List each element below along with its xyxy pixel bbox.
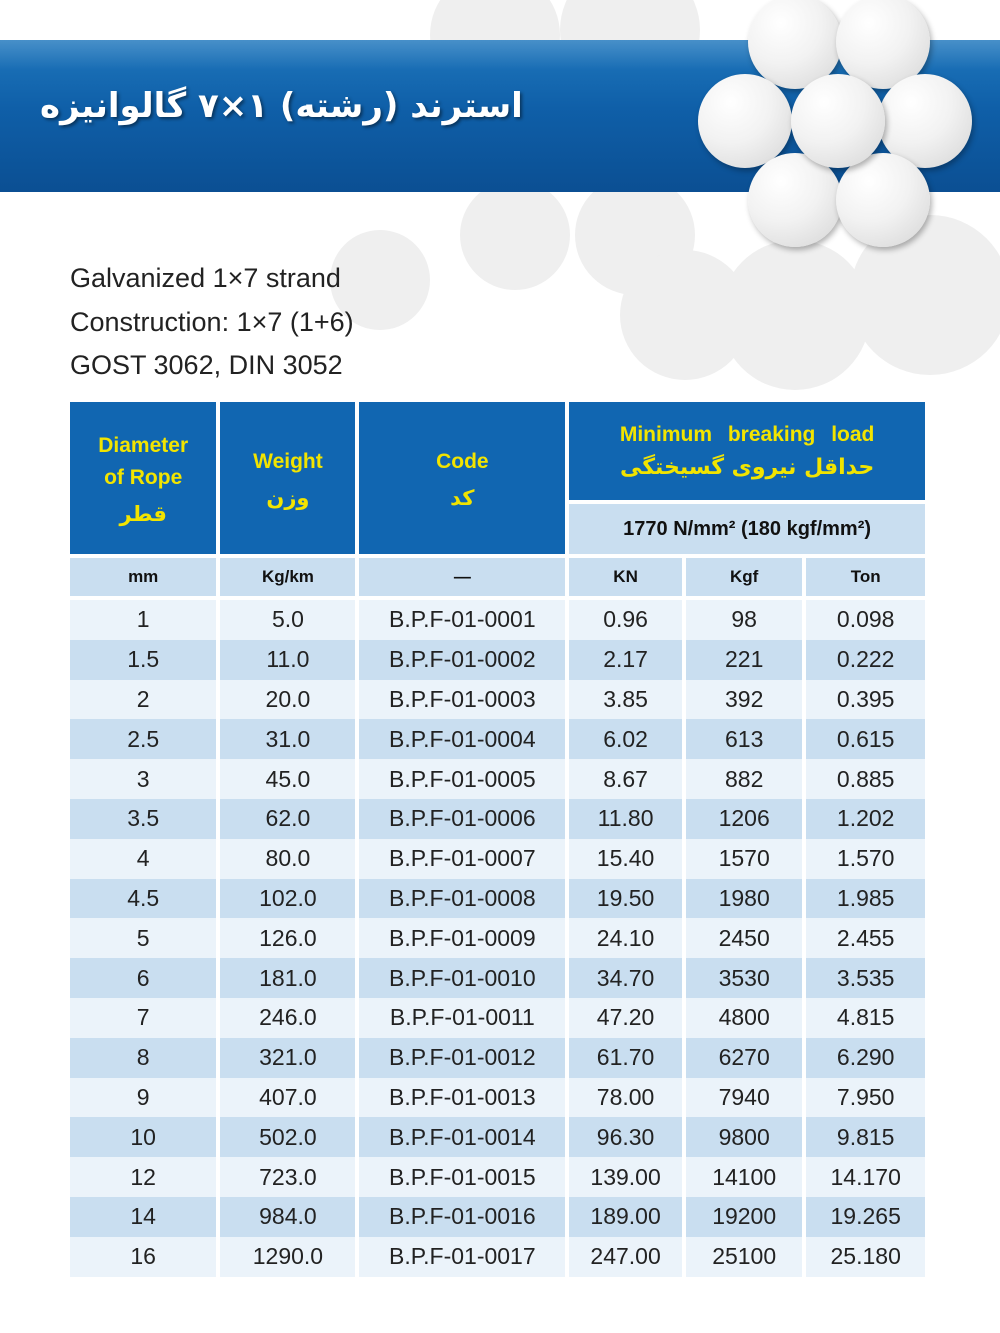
cell-code: B.P.F-01-0010: [359, 958, 565, 998]
cell-ton: 0.222: [806, 640, 925, 680]
cell-kn: 19.50: [569, 879, 682, 919]
table-row: [70, 879, 925, 919]
cell-kn: 61.70: [569, 1038, 682, 1078]
cell-kn: 96.30: [569, 1117, 682, 1157]
cell-code: B.P.F-01-0011: [359, 998, 565, 1038]
unit-diameter: mm: [70, 554, 216, 600]
cell-ton: 2.455: [806, 918, 925, 958]
cell-diameter: 3.5: [70, 799, 216, 839]
cell-kgf: 1206: [686, 799, 802, 839]
header-code: [359, 402, 565, 554]
cell-kn: 8.67: [569, 759, 682, 799]
cell-weight: 62.0: [220, 799, 355, 839]
table-row: [70, 998, 925, 1038]
background-circle: [460, 180, 570, 290]
header-diameter: [70, 402, 216, 554]
cell-kn: 189.00: [569, 1197, 682, 1237]
table-row: [70, 958, 925, 998]
header-weight-en: Weight: [253, 450, 323, 473]
cell-code: B.P.F-01-0014: [359, 1117, 565, 1157]
cell-diameter: 3: [70, 759, 216, 799]
cell-kn: 139.00: [569, 1157, 682, 1197]
construction-spec: Construction: 1×7 (1+6): [70, 307, 354, 337]
header-code-fa: کد: [450, 486, 475, 510]
cell-ton: 1.570: [806, 839, 925, 879]
page-title: استرند (رشته) ۱×۷ گالوانیزه: [40, 86, 523, 126]
cell-ton: 0.098: [806, 600, 925, 640]
cell-weight: 20.0: [220, 680, 355, 720]
cell-weight: 126.0: [220, 918, 355, 958]
cell-kgf: 882: [686, 759, 802, 799]
cell-kgf: 7940: [686, 1078, 802, 1118]
cell-kn: 47.20: [569, 998, 682, 1038]
cell-diameter: 6: [70, 958, 216, 998]
unit-kn: KN: [569, 554, 682, 600]
cell-kn: 11.80: [569, 799, 682, 839]
cell-ton: 25.180: [806, 1237, 925, 1277]
cell-ton: 9.815: [806, 1117, 925, 1157]
cell-kgf: 613: [686, 719, 802, 759]
cell-diameter: 1.5: [70, 640, 216, 680]
cell-code: B.P.F-01-0007: [359, 839, 565, 879]
cell-weight: 31.0: [220, 719, 355, 759]
header-weight-fa: وزن: [266, 486, 310, 510]
cell-kgf: 19200: [686, 1197, 802, 1237]
header-diameter-en-2: of Rope: [104, 466, 183, 489]
cell-code: B.P.F-01-0016: [359, 1197, 565, 1237]
cell-code: B.P.F-01-0017: [359, 1237, 565, 1277]
table-row: [70, 839, 925, 879]
cell-ton: 0.395: [806, 680, 925, 720]
cell-code: B.P.F-01-0006: [359, 799, 565, 839]
cell-ton: 0.885: [806, 759, 925, 799]
cell-diameter: 9: [70, 1078, 216, 1118]
cell-diameter: 10: [70, 1117, 216, 1157]
table-row: [70, 680, 925, 720]
header-min-breaking-load: [569, 402, 925, 500]
cell-kn: 15.40: [569, 839, 682, 879]
cell-diameter: 2: [70, 680, 216, 720]
cell-weight: 723.0: [220, 1157, 355, 1197]
cell-code: B.P.F-01-0009: [359, 918, 565, 958]
table-row: [70, 918, 925, 958]
header-diameter-fa: قطر: [119, 502, 167, 526]
header-mbl-fa: حداقل نیروی گسیختگی: [619, 454, 875, 480]
cell-weight: 984.0: [220, 1197, 355, 1237]
cell-ton: 3.535: [806, 958, 925, 998]
cell-code: B.P.F-01-0002: [359, 640, 565, 680]
cell-kn: 34.70: [569, 958, 682, 998]
cell-diameter: 1: [70, 600, 216, 640]
cell-kgf: 14100: [686, 1157, 802, 1197]
header-steel-grade: 1770 N/mm² (180 kgf/mm²): [569, 500, 925, 554]
cell-diameter: 2.5: [70, 719, 216, 759]
background-circle: [720, 240, 870, 390]
cell-ton: 1.202: [806, 799, 925, 839]
cell-weight: 102.0: [220, 879, 355, 919]
units-row: [70, 554, 925, 600]
table-row: [70, 1237, 925, 1277]
table-body: [70, 600, 925, 1277]
cell-weight: 11.0: [220, 640, 355, 680]
table-row: [70, 759, 925, 799]
cell-diameter: 4.5: [70, 879, 216, 919]
cell-code: B.P.F-01-0005: [359, 759, 565, 799]
strand-center-wire: [791, 74, 885, 168]
cell-kgf: 9800: [686, 1117, 802, 1157]
cell-code: B.P.F-01-0008: [359, 879, 565, 919]
cell-ton: 6.290: [806, 1038, 925, 1078]
table-row: [70, 1197, 925, 1237]
cell-weight: 181.0: [220, 958, 355, 998]
header-mbl-en: Minimum breaking load: [619, 422, 875, 446]
cell-diameter: 14: [70, 1197, 216, 1237]
cell-ton: 0.615: [806, 719, 925, 759]
unit-kgf: Kgf: [686, 554, 802, 600]
unit-code: —: [359, 554, 565, 600]
cell-ton: 14.170: [806, 1157, 925, 1197]
cell-kgf: 392: [686, 680, 802, 720]
table-row: [70, 719, 925, 759]
cell-kgf: 221: [686, 640, 802, 680]
table-row: [70, 640, 925, 680]
cell-kgf: 1570: [686, 839, 802, 879]
cell-code: B.P.F-01-0003: [359, 680, 565, 720]
cell-kn: 6.02: [569, 719, 682, 759]
cell-code: B.P.F-01-0012: [359, 1038, 565, 1078]
cell-diameter: 12: [70, 1157, 216, 1197]
cell-ton: 1.985: [806, 879, 925, 919]
header-weight: [220, 402, 355, 554]
cell-kn: 2.17: [569, 640, 682, 680]
table-row: [70, 600, 925, 640]
table-row: [70, 1078, 925, 1118]
cell-code: B.P.F-01-0015: [359, 1157, 565, 1197]
strand-wire: [836, 153, 930, 247]
cell-weight: 502.0: [220, 1117, 355, 1157]
cell-weight: 407.0: [220, 1078, 355, 1118]
header-code-en: Code: [436, 450, 489, 473]
cell-kgf: 98: [686, 600, 802, 640]
cell-kgf: 4800: [686, 998, 802, 1038]
cell-weight: 246.0: [220, 998, 355, 1038]
unit-ton: Ton: [806, 554, 925, 600]
cell-kn: 0.96: [569, 600, 682, 640]
cell-weight: 5.0: [220, 600, 355, 640]
cell-diameter: 7: [70, 998, 216, 1038]
table-row: [70, 799, 925, 839]
cell-weight: 80.0: [220, 839, 355, 879]
table-row: [70, 1157, 925, 1197]
cell-ton: 7.950: [806, 1078, 925, 1118]
cell-kn: 78.00: [569, 1078, 682, 1118]
cell-code: B.P.F-01-0004: [359, 719, 565, 759]
unit-weight: Kg/km: [220, 554, 355, 600]
table-row: [70, 1117, 925, 1157]
standards-spec: GOST 3062, DIN 3052: [70, 350, 343, 380]
cell-kn: 247.00: [569, 1237, 682, 1277]
specification-table: [66, 402, 929, 1277]
cell-kn: 3.85: [569, 680, 682, 720]
table-row: [70, 1038, 925, 1078]
cell-kgf: 3530: [686, 958, 802, 998]
cell-kgf: 6270: [686, 1038, 802, 1078]
cell-diameter: 5: [70, 918, 216, 958]
cell-diameter: 16: [70, 1237, 216, 1277]
cell-weight: 321.0: [220, 1038, 355, 1078]
cell-ton: 19.265: [806, 1197, 925, 1237]
cell-kgf: 2450: [686, 918, 802, 958]
cell-code: B.P.F-01-0013: [359, 1078, 565, 1118]
cell-code: B.P.F-01-0001: [359, 600, 565, 640]
header-diameter-en-1: Diameter: [98, 434, 189, 457]
strand-wire: [698, 74, 792, 168]
cell-diameter: 8: [70, 1038, 216, 1078]
cell-weight: 45.0: [220, 759, 355, 799]
cell-kn: 24.10: [569, 918, 682, 958]
cell-weight: 1290.0: [220, 1237, 355, 1277]
cell-ton: 4.815: [806, 998, 925, 1038]
cell-kgf: 25100: [686, 1237, 802, 1277]
cell-kgf: 1980: [686, 879, 802, 919]
product-name: Galvanized 1×7 strand: [70, 263, 341, 293]
cell-diameter: 4: [70, 839, 216, 879]
